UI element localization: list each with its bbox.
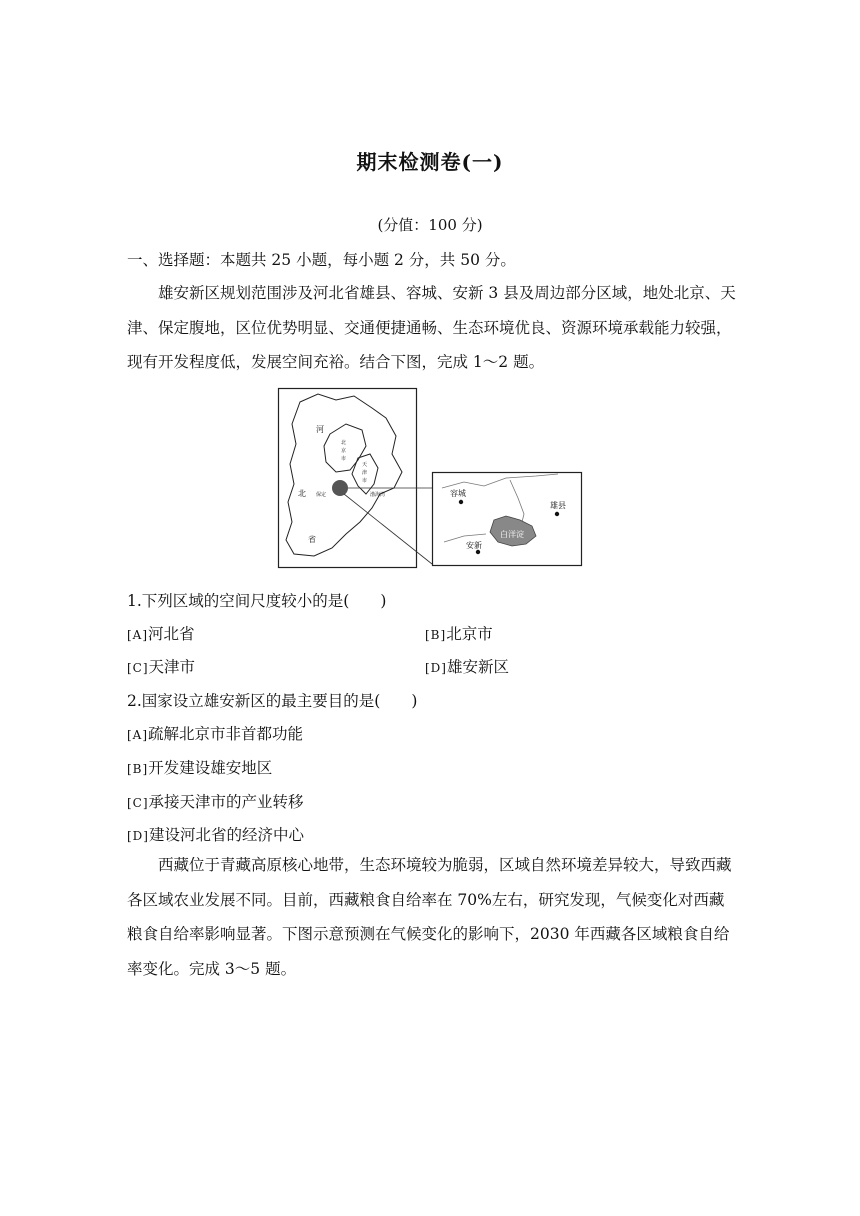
section-heading: 一、选择题：本题共 25 小题，每小题 2 分，共 50 分。 bbox=[127, 251, 516, 269]
map-label: 天 bbox=[362, 462, 368, 468]
option-2b[interactable]: [B]开发建设雄安地区 bbox=[127, 759, 273, 777]
map-label: 北 bbox=[298, 489, 306, 498]
option-1d[interactable]: [D]雄安新区 bbox=[425, 658, 509, 676]
map-label: 津 bbox=[362, 470, 368, 476]
xiongan-marker bbox=[332, 480, 348, 496]
map-label: 市 bbox=[362, 478, 368, 484]
map-label: 渤海湾 bbox=[370, 492, 386, 498]
score-note: (分值：100 分) bbox=[377, 216, 483, 234]
option-2c[interactable]: [C]承接天津市的产业转移 bbox=[127, 793, 304, 811]
question-1-stem: 1.下列区域的空间尺度较小的是( ) bbox=[127, 592, 387, 610]
option-2a[interactable]: [A]疏解北京市非首都功能 bbox=[127, 725, 304, 743]
option-1a[interactable]: [A]河北省 bbox=[127, 625, 195, 643]
map-label: 省 bbox=[308, 535, 316, 544]
left-map-frame bbox=[279, 389, 417, 568]
map-label: 北 bbox=[341, 440, 347, 446]
question-2-stem: 2.国家设立雄安新区的最主要目的是( ) bbox=[127, 692, 418, 710]
map-label: 安新 bbox=[466, 541, 482, 550]
map-label: 容城 bbox=[450, 489, 466, 498]
map-label: 河 bbox=[316, 425, 324, 434]
option-1c[interactable]: [C]天津市 bbox=[127, 658, 196, 676]
location-map bbox=[274, 384, 586, 572]
map-label: 京 bbox=[341, 448, 347, 454]
page-title: 期末检测卷(一) bbox=[356, 150, 504, 174]
intro-paragraph-2: 西藏位于青藏高原核心地带，生态环境较为脆弱，区域自然环境差异较大，导致西藏各区域农业发展不同。目前，西藏粮食自给率在 70%左右，研究发现，气候变化对西藏粮食自给率影响显著。下图示意预测在气候变化的影响下，2030 年西藏各区域粮食自给率变化。完成 3～5 题。 bbox=[127, 856, 732, 978]
intro-paragraph-1: 雄安新区规划范围涉及河北省雄县、容城、安新 3 县及周边部分区域，地处北京、天津、保定腹地，区位优势明显、交通便捷通畅、生态环境优良、资源环境承载能力较强，现有开发程度低，发展空间充裕。结合下图，完成 1～2 题。 bbox=[127, 284, 736, 371]
map-label: 市 bbox=[341, 456, 347, 462]
option-1b[interactable]: [B]北京市 bbox=[425, 625, 493, 643]
option-2d[interactable]: [D]建设河北省的经济中心 bbox=[127, 826, 304, 844]
map-label: 保定 bbox=[316, 492, 327, 498]
map-label: 雄县 bbox=[550, 501, 566, 510]
map-label: 白洋淀 bbox=[500, 530, 524, 539]
